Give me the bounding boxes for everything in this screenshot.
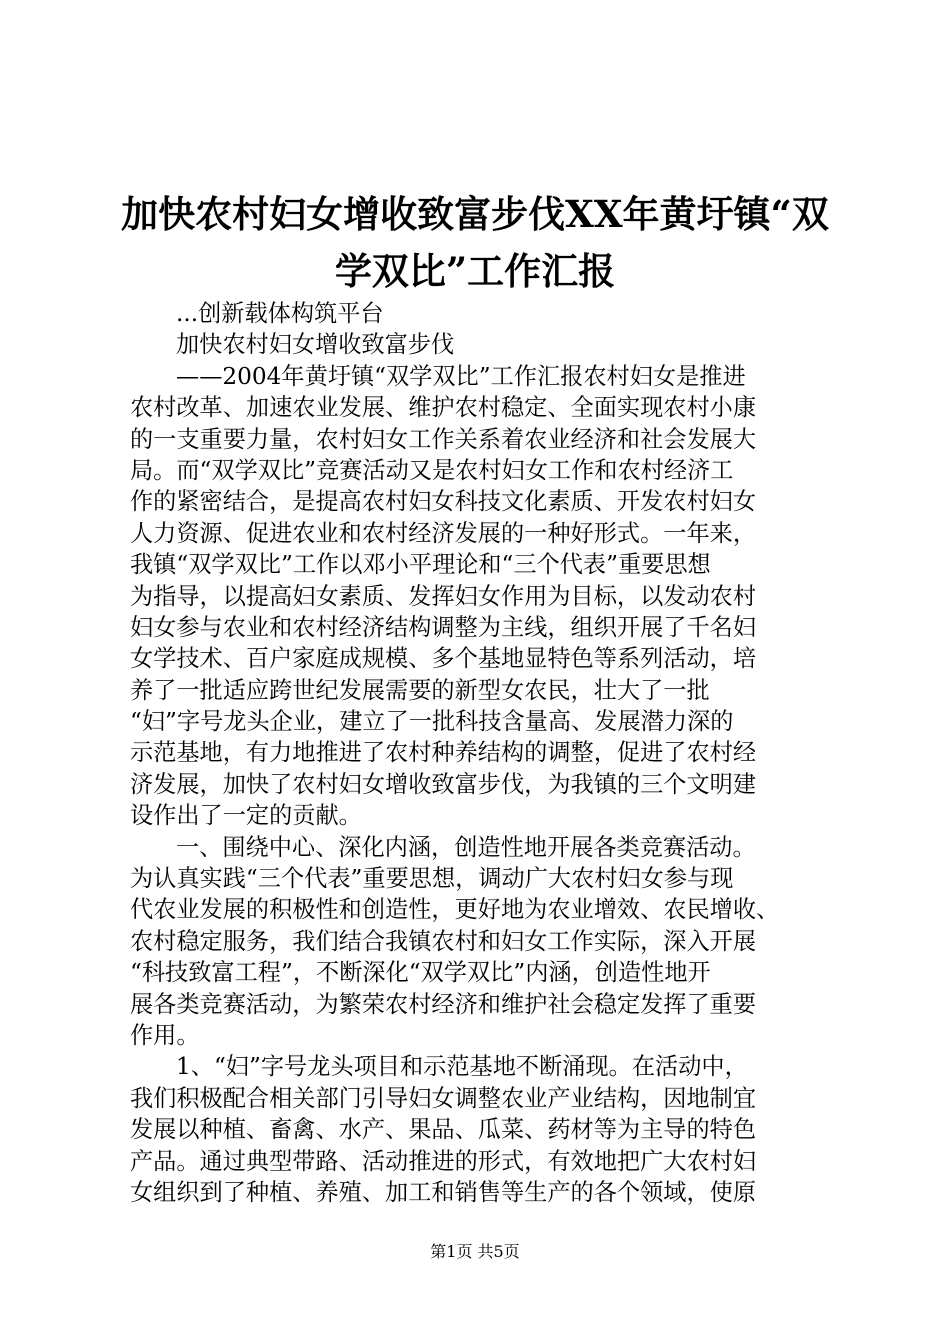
title-line: 加快农村妇女增收致富步伐XX年黄圩镇“双 [121, 192, 829, 236]
body-line: 我们积极配合相关部门引导妇女调整农业产业结构，因地制宜 [130, 1084, 757, 1112]
body-line: 为认真实践“三个代表”重要思想，调动广大农村妇女参与现 [130, 865, 734, 893]
body-line: 的一支重要力量，农村妇女工作关系着农业经济和社会发展大 [130, 425, 757, 453]
body-line: 农村稳定服务，我们结合我镇农村和妇女工作实际，深入开展 [130, 927, 757, 955]
body-line: 养了一批适应跨世纪发展需要的新型女农民，壮大了一批 [130, 676, 710, 704]
title-line: 学双比”工作汇报 [334, 249, 616, 293]
body-line: “妇”字号龙头企业，建立了一批科技含量高、发展潜力深的 [130, 708, 734, 736]
body-line: 一、围绕中心、深化内涵，创造性地开展各类竞赛活动。 [176, 833, 756, 861]
body-line: 作的紧密结合，是提高农村妇女科技文化素质、开发农村妇女 [130, 488, 757, 516]
body-line: 设作出了一定的贡献。 [130, 802, 362, 830]
body-line: 农村改革、加速农业发展、维护农村稳定、全面实现农村小康 [130, 394, 757, 422]
document-title [118, 186, 832, 300]
body-line: ——2004年黄圩镇“双学双比”工作汇报农村妇女是推进 [176, 362, 746, 390]
body-line: 加快农村妇女增收致富步伐 [176, 331, 455, 359]
body-line: 女学技术、百户家庭成规模、多个基地显特色等系列活动，培 [130, 645, 757, 673]
body-line: 局。而“双学双比”竞赛活动又是农村妇女工作和农村经济工 [130, 456, 734, 484]
body-line: 展各类竞赛活动，为繁荣农村经济和维护社会稳定发挥了重要 [130, 990, 757, 1018]
body-line: 作用。 [130, 1021, 200, 1049]
body-line: 妇女参与农业和农村经济结构调整为主线，组织开展了千名妇 [130, 613, 757, 641]
body-line: 发展以种植、畜禽、水产、果品、瓜菜、药材等为主导的特色 [130, 1116, 757, 1144]
page-footer: 第1页 共5页 [430, 1242, 520, 1261]
body-line: “科技致富工程”，不断深化“双学双比”内涵，创造性地开 [130, 959, 711, 987]
body-line: 示范基地，有力地推进了农村种养结构的调整，促进了农村经 [130, 739, 757, 767]
body-line: 济发展，加快了农村妇女增收致富步伐，为我镇的三个文明建 [130, 770, 757, 798]
body-line: ...创新载体构筑平台 [176, 300, 384, 327]
body-line: 代农业发展的积极性和创造性，更好地为农业增效、农民增收、 [130, 896, 780, 924]
body-line: 1、“妇”字号龙头项目和示范基地不断涌现。在活动中， [176, 1053, 748, 1081]
document-body [130, 298, 830, 1208]
body-line: 女组织到了种植、养殖、加工和销售等生产的各个领域，使原 [130, 1178, 757, 1206]
body-line: 人力资源、促进农业和农村经济发展的一种好形式。一年来， [130, 519, 757, 547]
body-line: 产品。通过典型带路、活动推进的形式，有效地把广大农村妇 [130, 1147, 757, 1175]
body-line: 我镇“双学双比”工作以邓小平理论和“三个代表”重要思想 [130, 551, 711, 579]
body-line: 为指导，以提高妇女素质、发挥妇女作用为目标，以发动农村 [130, 582, 757, 610]
